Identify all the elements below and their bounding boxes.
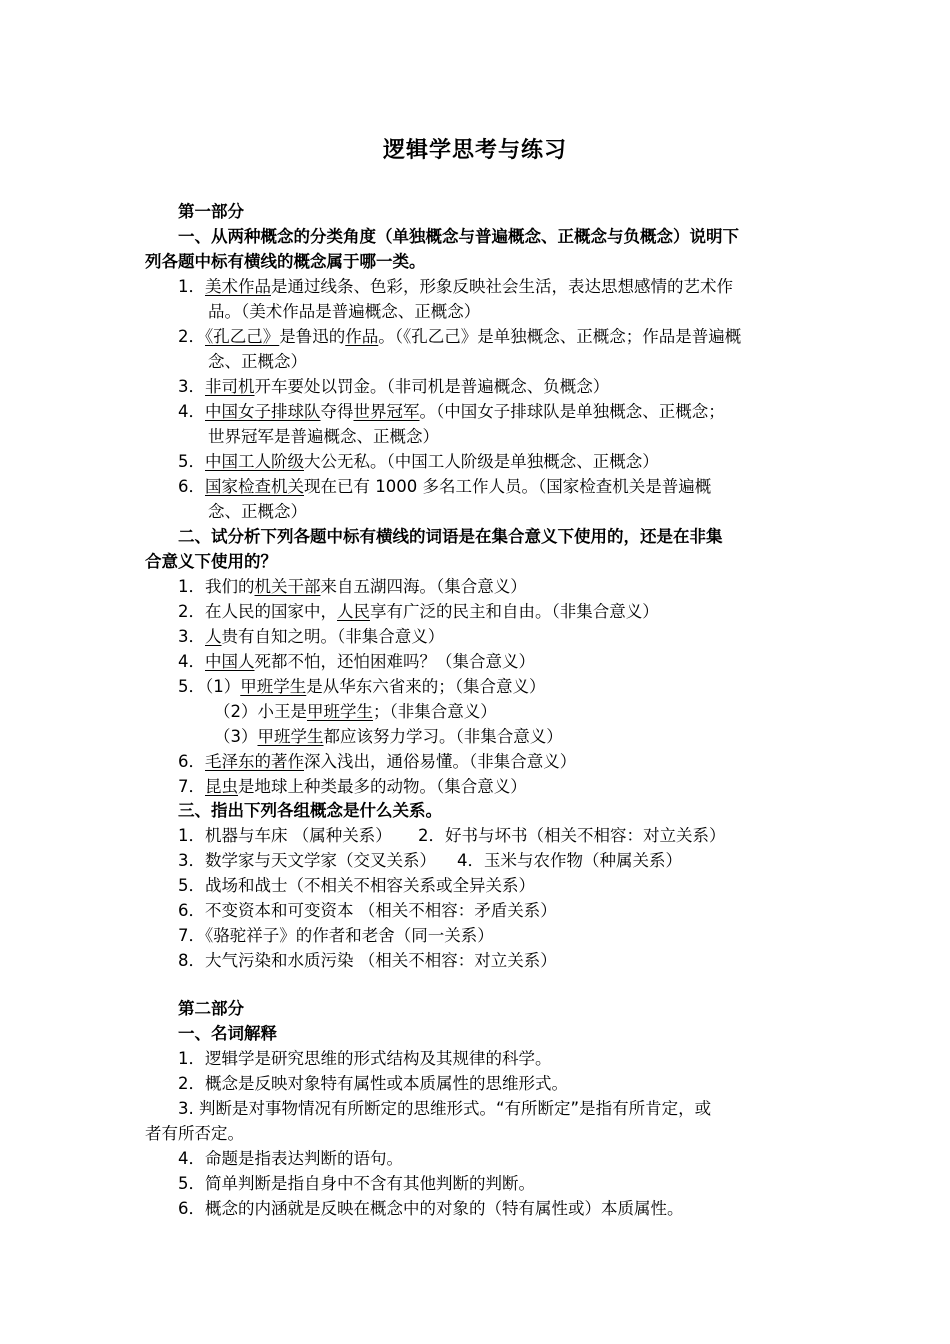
list-item: 6．不变资本和可变资本 （相关不相容：矛盾关系）	[178, 901, 557, 920]
part1-heading: 第一部分	[178, 202, 244, 221]
list-item: 1．我们的机关干部来自五湖四海。（集合意义）	[178, 577, 527, 596]
list-item: 2．概念是反映对象特有属性或本质属性的思维形式。	[178, 1074, 568, 1093]
list-item: 3．数学家与天文学家（交叉关系） 4．玉米与农作物（种属关系）	[178, 851, 682, 870]
list-item: 6．毛泽东的著作深入浅出，通俗易懂。（非集合意义）	[178, 752, 577, 771]
list-item: 3．人贵有自知之明。（非集合意义）	[178, 627, 445, 646]
document-title: 逻辑学思考与练习	[382, 138, 567, 163]
list-item: 2．《孔乙己》是鲁迅的作品。（《孔乙己》是单独概念、正概念；作品是普遍概	[178, 327, 742, 346]
part1-s1-heading-line1: 一、从两种概念的分类角度（单独概念与普遍概念、正概念与负概念）说明下	[178, 227, 739, 246]
list-item-continued: 世界冠军是普遍概念、正概念）	[208, 427, 439, 446]
list-item: 5．（1）甲班学生是从华东六省来的；（集合意义）	[178, 677, 546, 696]
list-item: 2．在人民的国家中，人民享有广泛的民主和自由。（非集合意义）	[178, 602, 659, 621]
list-item-continued: 念、正概念）	[208, 502, 307, 521]
list-item: 3. 判断是对事物情况有所断定的思维形式。“有所断定”是指有所肯定，或	[178, 1099, 712, 1118]
list-item: 8．大气污染和水质污染 （相关不相容：对立关系）	[178, 951, 557, 970]
part1-s1-heading-line2: 列各题中标有横线的概念属于哪一类。	[145, 252, 426, 271]
list-item-continued: 者有所否定。	[145, 1124, 244, 1143]
part1-s2-heading-line2: 合意义下使用的？	[145, 552, 277, 571]
list-item: 6．国家检查机关现在已有 1000 多名工作人员。（国家检查机关是普遍概	[178, 477, 712, 496]
list-item: 1．机器与车床 （属种关系） 2．好书与坏书（相关不相容：对立关系）	[178, 826, 726, 845]
part1-s3-heading: 三、指出下列各组概念是什么关系。	[178, 801, 442, 820]
list-item: （3）甲班学生都应该努力学习。（非集合意义）	[214, 727, 563, 746]
list-item: 7．《骆驼祥子》的作者和老舍（同一关系）	[178, 926, 494, 945]
list-item: 5．中国工人阶级大公无私。（中国工人阶级是单独概念、正概念）	[178, 452, 659, 471]
list-item: 4．中国女子排球队夺得世界冠军。（中国女子排球队是单独概念、正概念；	[178, 402, 725, 421]
list-item: 1．逻辑学是研究思维的形式结构及其规律的科学。	[178, 1049, 552, 1068]
list-item: 6．概念的内涵就是反映在概念中的对象的（特有属性或）本质属性。	[178, 1199, 684, 1218]
list-item: 4．命题是指表达判断的语句。	[178, 1149, 403, 1168]
list-item: 4．中国人死都不怕，还怕困难吗？（集合意义）	[178, 652, 535, 671]
part2-heading: 第二部分	[178, 999, 244, 1018]
part1-s2-heading-line1: 二、试分析下列各题中标有横线的词语是在集合意义下使用的，还是在非集	[178, 527, 723, 546]
list-item: 5．战场和战士（不相关不相容关系或全异关系）	[178, 876, 535, 895]
list-item: 5．简单判断是指自身中不含有其他判断的判断。	[178, 1174, 535, 1193]
part2-s1-heading: 一、名词解释	[178, 1024, 277, 1043]
list-item-continued: 念、正概念）	[208, 352, 307, 371]
list-item-continued: 品。（美术作品是普遍概念、正概念）	[208, 302, 481, 321]
list-item: 7．昆虫是地球上种类最多的动物。（集合意义）	[178, 777, 527, 796]
list-item: 3．非司机开车要处以罚金。（非司机是普遍概念、负概念）	[178, 377, 610, 396]
list-item: （2）小王是甲班学生；（非集合意义）	[214, 702, 497, 721]
list-item: 1．美术作品是通过线条、色彩，形象反映社会生活，表达思想感情的艺术作	[178, 277, 733, 296]
